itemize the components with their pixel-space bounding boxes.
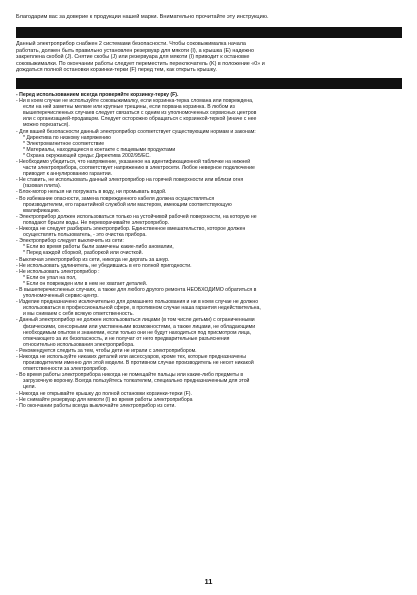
rule-line: относительно использования электроприбора.: [23, 341, 135, 348]
safety-line: дождаться полной остановки корзинки-терки (F) перед тем, как открыть крышку.: [16, 67, 217, 74]
safety-line: Данный электроприбор снабжен 2 системами безопасности. Чтобы соковыжималка начала: [16, 41, 246, 47]
rule-line: * Если во время работы были замечены какие-либо аномалии,: [23, 244, 174, 251]
rule-line: - Рекомендуется следить за тем, чтобы дети не играли с электроприбором.: [16, 347, 197, 354]
rule-line: * Перед каждой сборкой, разборкой или очисткой.: [23, 250, 143, 257]
rule-line: * Директива по низкому напряжению: [23, 134, 111, 141]
rule-line: - Никогда не следует разбирать электроприбор. Единственное вмешательство, которое должен: [16, 226, 246, 233]
safety-line: работать, должен быть правильно установлен резервуар для мякоти (I), а крышка (E) надежно: [16, 47, 254, 54]
rule-line: или с организацией-продавцом. Следует осторожно обращаться с корзинкой-теркой (иначе с нее: [23, 116, 257, 123]
rule-line: * Охрана окружающей среды: Директива 2002/95/ЕС.: [23, 152, 151, 159]
intro-text: Благодарим вас за доверие к продукции нашей марки. Внимательно прочитайте эту инструкцию.: [16, 14, 269, 20]
rule-line: - Не снимайте резервуар для мякоти (I) во время работы электроприбора: [16, 396, 193, 403]
rule-line: - Электроприбор должен использоваться только на устойчивой рабочей поверхности, на которую не: [16, 213, 257, 220]
rule-line: - Никогда не используйте никаких деталей или аксессуаров, кроме тех, которые предназначены: [16, 354, 246, 360]
rule-line: - Для вашей безопасности данный электроприбор соответствует существующим нормам и законам:: [16, 128, 256, 135]
page-number: 11: [204, 577, 213, 586]
rule-line: попадают брызги воды. Не переворачивайте электроприбор.: [23, 219, 170, 226]
rule-line: (газовая плита).: [23, 183, 62, 190]
rule-line: - Перед использованием всегда проверяйте корзинку-терку (F).: [16, 91, 179, 98]
rule-line: ответственности за электроприбор.: [23, 366, 108, 373]
rule-line: необходимым опытом и знаниями, если только они не будут находиться под присмотром лица,: [23, 329, 252, 336]
rule-line: физическими, сенсорными или умственными возможностями, а также лицами, не обладающими: [23, 323, 256, 330]
rule-line: * Если он поврежден или в нем не хватает деталей.: [23, 280, 148, 287]
rule-line: - Данный электроприбор не должен использоваться лицами (в том числе детьми) с ограниченными: [16, 317, 255, 324]
rule-line: * Электромагнитное соответствие: [23, 140, 105, 147]
rule-line: использоваться в профессиональной сфере, в противном случае наша гарантия недействительна,: [23, 305, 261, 312]
rule-line: - Изделие предназначено исключительно для домашнего пользования и ни в коем случае не должно: [16, 299, 259, 306]
rule-line: - Во время работы электроприбора никогда не помещайте пальцы или какие-либо предметы в: [16, 372, 244, 379]
rule-line: - Не использовать электроприбор :: [16, 268, 100, 275]
rule-line: - Выключая электроприбор из сети, никогда не дергать за шнур.: [16, 256, 170, 263]
rule-line: отвечающего за их безопасность, и не получат от него предварительные разъяснения: [23, 335, 230, 342]
rule-line: - По окончании работы всегда выключайте электроприбор из сети.: [16, 402, 176, 409]
rule-line: - Блок-мотор нельзя ни погружать в воду, ни промывать водой.: [16, 189, 167, 196]
rule-line: части электроприбора, соответствует напряжению в электросети. Любое неверное подключение: [23, 165, 255, 172]
rule-line: приводит к аннулированию гарантии.: [23, 171, 113, 178]
rule-line: - Никогда не открывайте крышку до полной остановки корзинки-терки (F).: [16, 390, 192, 397]
rule-line: - Не использовать удлинитель, не убедившись в его полной пригодности.: [16, 262, 192, 269]
rule-line: квалификацию.: [23, 207, 61, 214]
rule-line: - В вышеперечисленных случаях, а также для любого другого ремонта НЕОБХОДИМО обратиться в: [16, 286, 257, 293]
rule-line: - Ни в коем случае не используйте соковыжималку, если корзинка-терка сломана или повреждена,: [16, 98, 254, 105]
section-divider-bar: [16, 78, 402, 89]
safety-systems-paragraph: [16, 41, 402, 74]
safety-line: закреплена скобой (J). Снятие скобы (J) или резервуара для мякоти (I) приводит к остановке: [16, 54, 250, 61]
rule-line: - Электроприбор следует выключить из сети:: [16, 238, 124, 245]
rule-line: * Материалы, находящиеся в контакте с пищевыми продуктами: [23, 146, 176, 153]
rule-line: осуществлять пользователь, - это очистка прибора.: [23, 232, 147, 239]
rule-line: загрузочную воронку. Всегда пользуйтесь толкателем, специально предназначенным для этой: [23, 378, 250, 385]
rule-line: - Во избежание опасности, замена поврежденного кабеля должна осуществляться: [16, 195, 215, 202]
safety-rules-list: [16, 92, 402, 409]
safety-line: соковыжималки. По окончании работы следует переместить переключатель (K) в положение «0» и: [16, 60, 265, 67]
rule-line: * Если он упал на пол,: [23, 274, 77, 281]
section-divider-bar: [16, 27, 402, 38]
rule-line: можно порезаться).: [23, 122, 70, 129]
rule-line: и мы снимаем с себя всякую ответственность.: [23, 311, 134, 318]
rule-line: если на ней заметны мелкие или крупные трещины, если порвана корзинка. В любом из: [23, 104, 235, 111]
rule-line: - Необходимо убедиться, что напряжение, указанное на идентификационной табличке на нижней: [16, 159, 251, 165]
rule-line: цели.: [23, 384, 36, 391]
rule-line: вышеперечисленных случаев следует связаться с одним из уполномоченных сервисных центров: [23, 110, 257, 117]
rule-line: уполномоченный сервис-центр.: [23, 293, 99, 300]
rule-line: производителем именно для этой модели. В противном случае производитель не несет никакой: [23, 360, 254, 367]
rule-line: - Не ставить, не использовать данный электроприбор на горячей поверхности или вблизи огня: [16, 177, 244, 184]
manual-page: [16, 14, 402, 409]
rule-line: производителем, его гарантийной службой или мастером, имеющим соответствующую: [23, 201, 232, 208]
